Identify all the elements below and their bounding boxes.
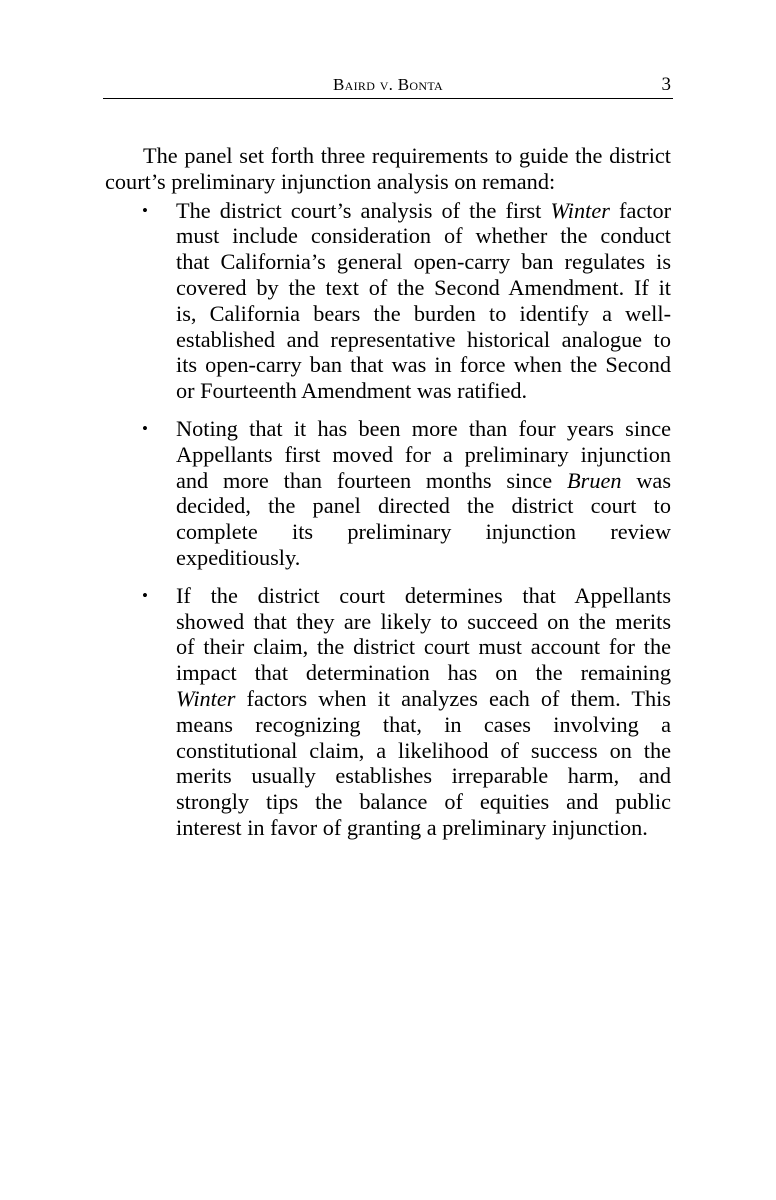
text-line: merits usually establishes irreparable harm, and xyxy=(176,763,671,789)
text-line: complete its preliminary injunction review xyxy=(176,519,671,545)
text-line xyxy=(176,198,671,224)
requirement-item xyxy=(105,198,671,404)
text-run: The district court’s analysis of the first xyxy=(176,197,551,223)
text-line: If the district court determines that Appellants xyxy=(176,582,671,608)
text-line: impact that determination has on the remaining xyxy=(176,660,671,686)
text-line: Appellants first moved for a preliminary injunction xyxy=(176,441,671,467)
text-line: constitutional claim, a likelihood of success on the xyxy=(176,737,671,763)
requirement-item xyxy=(105,583,671,841)
text-line: means recognizing that, in cases involving a xyxy=(176,711,671,737)
bullet-icon: • xyxy=(142,200,148,220)
text-line: Noting that it has been more than four years since xyxy=(176,415,671,441)
bullet-icon: • xyxy=(142,418,148,438)
text-line: of their claim, the district court must account for the xyxy=(176,634,671,660)
page-number: 3 xyxy=(661,74,671,95)
case-title: Baird v. Bonta xyxy=(333,75,443,94)
case-name-italic: Winter xyxy=(550,197,610,223)
text-run: and more than fourteen months since xyxy=(176,467,568,493)
intro-paragraph: The panel set forth three requirements to guide the district court’s preliminary injunction analysis on remand: xyxy=(105,143,671,194)
text-line: is, California bears the burden to identify a well- xyxy=(176,300,671,326)
text-line xyxy=(176,686,671,712)
text-line: that California’s general open-carry ban regulates is xyxy=(176,249,671,275)
text-line: its open-carry ban that was in force when the Second xyxy=(176,352,671,378)
text-line: expeditiously. xyxy=(176,544,301,570)
requirements-list xyxy=(105,198,671,841)
text-run: factors when it analyzes each of them. This xyxy=(235,685,671,711)
body-text xyxy=(105,143,671,841)
text-line: decided, the panel directed the district court to xyxy=(176,493,671,519)
text-line: strongly tips the balance of equities and public xyxy=(176,789,671,815)
text-run: factor xyxy=(609,197,672,223)
text-line xyxy=(176,468,671,494)
text-line: established and representative historical analogue to xyxy=(176,326,671,352)
case-name-italic: Bruen xyxy=(567,467,622,493)
text-line: showed that they are likely to succeed on the merits xyxy=(176,608,671,634)
text-line: interest in favor of granting a preliminary injunction. xyxy=(176,814,648,840)
bullet-icon: • xyxy=(142,585,148,605)
requirement-item xyxy=(105,416,671,571)
text-line: or Fourteenth Amendment was ratified. xyxy=(176,378,528,404)
text-line: covered by the text of the Second Amendment. If it xyxy=(176,274,671,300)
text-line: must include consideration of whether the conduct xyxy=(176,223,671,249)
text-run: was xyxy=(621,467,671,493)
running-header xyxy=(103,72,673,99)
case-name-italic: Winter xyxy=(176,685,236,711)
